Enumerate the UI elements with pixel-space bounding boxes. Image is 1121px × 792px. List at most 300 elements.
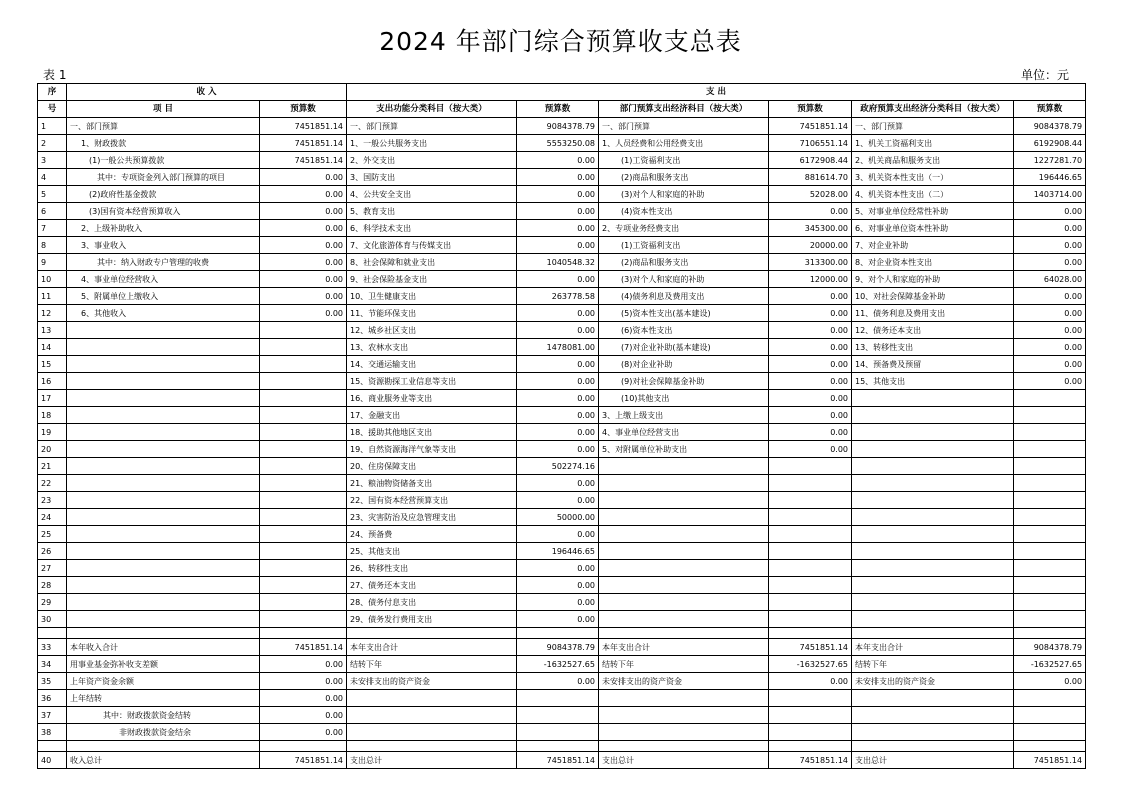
income-item-cell — [67, 577, 260, 594]
income-value-cell: 0.00 — [260, 254, 347, 271]
dept-value-cell: 881614.70 — [769, 169, 852, 186]
gov-value-cell — [1014, 724, 1086, 741]
func-item-cell: 11、节能环保支出 — [347, 305, 517, 322]
table-row — [38, 373, 1086, 390]
gov-value-cell — [1014, 707, 1086, 724]
func-item-cell — [347, 724, 517, 741]
func-item-cell: 19、自然资源海洋气象等支出 — [347, 441, 517, 458]
func-value-cell: 0.00 — [517, 220, 599, 237]
dept-item-cell: (2)商品和服务支出 — [599, 254, 769, 271]
income-item-cell — [67, 560, 260, 577]
income-item-cell — [67, 458, 260, 475]
income-value-cell — [260, 611, 347, 628]
dept-item-cell: 2、专项业务经费支出 — [599, 220, 769, 237]
income-value-cell — [260, 424, 347, 441]
income-value-cell — [260, 492, 347, 509]
dept-item-cell: (9)对社会保障基金补助 — [599, 373, 769, 390]
income-item-cell: 3、事业收入 — [67, 237, 260, 254]
income-value-cell — [260, 390, 347, 407]
gov-value-cell: 6192908.44 — [1014, 135, 1086, 152]
func-item-cell: 支出总计 — [347, 752, 517, 769]
income-value-cell — [260, 339, 347, 356]
budget-table — [37, 83, 1086, 769]
gov-value-cell: 64028.00 — [1014, 271, 1086, 288]
func-value-cell — [517, 707, 599, 724]
gov-value-cell — [1014, 441, 1086, 458]
income-value-cell — [260, 543, 347, 560]
dept-value-cell: 0.00 — [769, 441, 852, 458]
gov-item-cell: 本年支出合计 — [852, 639, 1014, 656]
dept-value-cell: 0.00 — [769, 356, 852, 373]
dept-value-cell — [769, 577, 852, 594]
table-row — [38, 118, 1086, 135]
dept-item-cell — [599, 543, 769, 560]
gov-value-cell — [1014, 509, 1086, 526]
seq-cell: 38 — [38, 724, 67, 741]
dept-item-cell — [599, 594, 769, 611]
gov-item-cell: 11、债务利息及费用支出 — [852, 305, 1014, 322]
income-value-cell — [260, 560, 347, 577]
dept-value-cell: 345300.00 — [769, 220, 852, 237]
gov-item-cell: 3、机关资本性支出（一） — [852, 169, 1014, 186]
income-item-cell: (1)一般公共预算拨款 — [67, 152, 260, 169]
func-item-cell: 13、农林水支出 — [347, 339, 517, 356]
gov-item-cell: 4、机关资本性支出（二） — [852, 186, 1014, 203]
dept-item-cell — [599, 458, 769, 475]
gov-item-cell: 5、对事业单位经常性补助 — [852, 203, 1014, 220]
gov-item-cell: 2、机关商品和服务支出 — [852, 152, 1014, 169]
func-item-cell: 12、城乡社区支出 — [347, 322, 517, 339]
income-item-cell — [67, 543, 260, 560]
dept-value-cell — [769, 543, 852, 560]
seq-cell: 28 — [38, 577, 67, 594]
gov-value-cell: 0.00 — [1014, 373, 1086, 390]
dept-value-cell: 7451851.14 — [769, 639, 852, 656]
dept-value-cell — [769, 594, 852, 611]
gov-item-cell — [852, 560, 1014, 577]
gov-item-cell: 未安排支出的资产资金 — [852, 673, 1014, 690]
func-item-cell: 16、商业服务业等支出 — [347, 390, 517, 407]
gov-item-cell — [852, 458, 1014, 475]
income-item-cell — [67, 594, 260, 611]
func-value-cell: 0.00 — [517, 169, 599, 186]
gov-value-cell — [1014, 594, 1086, 611]
gov-value-cell: 196446.65 — [1014, 169, 1086, 186]
func-item-cell: 15、资源勘探工业信息等支出 — [347, 373, 517, 390]
income-item-cell: 用事业基金弥补收支差额 — [67, 656, 260, 673]
func-class-header: 支出功能分类科目（按大类） — [347, 101, 517, 118]
dept-item-cell: (8)对企业补助 — [599, 356, 769, 373]
gov-item-cell: 7、对企业补助 — [852, 237, 1014, 254]
func-item-cell: 6、科学技术支出 — [347, 220, 517, 237]
func-value-cell: 0.00 — [517, 305, 599, 322]
income-item-cell — [67, 407, 260, 424]
income-value-cell: 7451851.14 — [260, 639, 347, 656]
func-item-cell: 24、预备费 — [347, 526, 517, 543]
income-value-cell: 0.00 — [260, 305, 347, 322]
dept-value-cell: -1632527.65 — [769, 656, 852, 673]
func-value-cell: 1478081.00 — [517, 339, 599, 356]
income-value-cell — [260, 526, 347, 543]
table-row — [38, 752, 1086, 769]
dept-item-cell: (4)债务利息及费用支出 — [599, 288, 769, 305]
dept-item-cell: 一、部门预算 — [599, 118, 769, 135]
dept-item-cell: (4)资本性支出 — [599, 203, 769, 220]
gov-item-cell — [852, 690, 1014, 707]
func-value-cell: 0.00 — [517, 611, 599, 628]
dept-value-cell — [769, 611, 852, 628]
func-item-cell — [347, 707, 517, 724]
gov-econ-header: 政府预算支出经济分类科目（按大类） — [852, 101, 1014, 118]
func-value-cell: 196446.65 — [517, 543, 599, 560]
dept-value-cell — [769, 492, 852, 509]
income-item-cell: 2、上级补助收入 — [67, 220, 260, 237]
gov-item-cell — [852, 543, 1014, 560]
table-row — [38, 135, 1086, 152]
income-value-cell: 0.00 — [260, 169, 347, 186]
table-row — [38, 322, 1086, 339]
func-value-cell: 0.00 — [517, 186, 599, 203]
gov-item-cell: 13、转移性支出 — [852, 339, 1014, 356]
dept-item-cell — [599, 560, 769, 577]
func-value-cell: 0.00 — [517, 203, 599, 220]
func-item-cell: 23、灾害防治及应急管理支出 — [347, 509, 517, 526]
dept-value-cell — [769, 690, 852, 707]
dept-value-cell: 0.00 — [769, 390, 852, 407]
income-item-cell — [67, 373, 260, 390]
gov-value-cell: 0.00 — [1014, 356, 1086, 373]
income-value-cell: 7451851.14 — [260, 152, 347, 169]
seq-cell: 4 — [38, 169, 67, 186]
table-row — [38, 526, 1086, 543]
income-item-cell: 1、财政拨款 — [67, 135, 260, 152]
unit-label: 单位：元 — [1020, 68, 1069, 82]
gov-item-cell — [852, 390, 1014, 407]
dept-value-cell: 0.00 — [769, 373, 852, 390]
gov-item-cell — [852, 526, 1014, 543]
income-item-cell: 5、附属单位上缴收入 — [67, 288, 260, 305]
income-item-cell — [67, 339, 260, 356]
dept-item-cell — [599, 577, 769, 594]
func-item-cell: 26、转移性支出 — [347, 560, 517, 577]
dept-item-cell — [599, 492, 769, 509]
func-item-cell: 10、卫生健康支出 — [347, 288, 517, 305]
income-item-cell: 非财政拨款资金结余 — [67, 724, 260, 741]
table-row — [38, 690, 1086, 707]
func-item-cell: 3、国防支出 — [347, 169, 517, 186]
seq-cell: 24 — [38, 509, 67, 526]
dept-econ-header: 部门预算支出经济科目（按大类） — [599, 101, 769, 118]
dept-value-cell — [769, 707, 852, 724]
gov-value-cell: 0.00 — [1014, 288, 1086, 305]
gov-value-cell — [1014, 390, 1086, 407]
dept-value-cell: 0.00 — [769, 322, 852, 339]
func-value-cell: 0.00 — [517, 271, 599, 288]
dept-item-cell: (5)资本性支出(基本建设) — [599, 305, 769, 322]
header-row-2 — [38, 101, 1086, 118]
gov-item-cell — [852, 475, 1014, 492]
dept-item-cell — [599, 475, 769, 492]
income-value-cell: 0.00 — [260, 203, 347, 220]
gov-value-cell — [1014, 577, 1086, 594]
income-item-cell — [67, 509, 260, 526]
table-row — [38, 492, 1086, 509]
gov-item-cell — [852, 407, 1014, 424]
dept-value-cell: 0.00 — [769, 673, 852, 690]
table-row — [38, 441, 1086, 458]
table-row — [38, 594, 1086, 611]
gov-value-cell — [1014, 492, 1086, 509]
income-item-cell: (2)政府性基金拨款 — [67, 186, 260, 203]
seq-header-bottom: 号 — [38, 101, 67, 118]
gap-2 — [38, 741, 1086, 752]
page-title: 2024 年部门综合预算收支总表 — [379, 27, 742, 56]
income-item-cell: 上年资产资金余额 — [67, 673, 260, 690]
dept-item-cell: 1、人员经费和公用经费支出 — [599, 135, 769, 152]
gov-value-cell: 0.00 — [1014, 305, 1086, 322]
gov-value-cell — [1014, 407, 1086, 424]
func-value-cell: 0.00 — [517, 390, 599, 407]
table-row — [38, 656, 1086, 673]
seq-cell: 15 — [38, 356, 67, 373]
header-row-1 — [38, 84, 1086, 101]
gov-item-cell: 10、对社会保障基金补助 — [852, 288, 1014, 305]
func-item-cell: 2、外交支出 — [347, 152, 517, 169]
income-item-cell — [67, 356, 260, 373]
item-header: 项 目 — [67, 101, 260, 118]
table-row — [38, 152, 1086, 169]
gap-1 — [38, 628, 1086, 639]
income-value-cell: 0.00 — [260, 690, 347, 707]
income-value-cell — [260, 441, 347, 458]
seq-cell: 9 — [38, 254, 67, 271]
total-rows — [38, 752, 1086, 769]
func-value-cell: 0.00 — [517, 373, 599, 390]
gov-value-cell — [1014, 424, 1086, 441]
seq-cell: 12 — [38, 305, 67, 322]
dept-item-cell — [599, 707, 769, 724]
table-row — [38, 169, 1086, 186]
income-value-cell — [260, 458, 347, 475]
table-row — [38, 288, 1086, 305]
func-value-cell: 0.00 — [517, 407, 599, 424]
dept-value-cell: 0.00 — [769, 339, 852, 356]
func-value-cell: 1040548.32 — [517, 254, 599, 271]
func-item-cell: 9、社会保险基金支出 — [347, 271, 517, 288]
table-row — [38, 577, 1086, 594]
seq-cell: 18 — [38, 407, 67, 424]
seq-cell: 40 — [38, 752, 67, 769]
gov-item-cell — [852, 611, 1014, 628]
func-value-cell: 0.00 — [517, 424, 599, 441]
dept-item-cell — [599, 724, 769, 741]
func-value-cell: 263778.58 — [517, 288, 599, 305]
table-number: 表 1 — [43, 68, 67, 82]
seq-cell: 14 — [38, 339, 67, 356]
gov-value-cell: -1632527.65 — [1014, 656, 1086, 673]
dept-item-cell: (3)对个人和家庭的补助 — [599, 271, 769, 288]
table-row — [38, 203, 1086, 220]
table-row — [38, 458, 1086, 475]
seq-header-top: 序 — [38, 84, 67, 101]
table-row — [38, 611, 1086, 628]
func-item-cell: 1、一般公共服务支出 — [347, 135, 517, 152]
dept-item-cell: (2)商品和服务支出 — [599, 169, 769, 186]
func-value-cell: 0.00 — [517, 594, 599, 611]
func-item-cell: 29、债务发行费用支出 — [347, 611, 517, 628]
income-item-cell — [67, 424, 260, 441]
income-value-cell — [260, 322, 347, 339]
dept-value-cell: 20000.00 — [769, 237, 852, 254]
income-value-cell — [260, 475, 347, 492]
table-row — [38, 475, 1086, 492]
income-value-cell: 0.00 — [260, 220, 347, 237]
func-item-cell: 本年支出合计 — [347, 639, 517, 656]
func-item-cell: 21、粮油物资储备支出 — [347, 475, 517, 492]
income-item-cell: 本年收入合计 — [67, 639, 260, 656]
func-value-cell — [517, 724, 599, 741]
seq-cell: 2 — [38, 135, 67, 152]
dept-item-cell: 5、对附属单位补助支出 — [599, 441, 769, 458]
seq-cell: 35 — [38, 673, 67, 690]
seq-cell: 8 — [38, 237, 67, 254]
income-value-cell — [260, 509, 347, 526]
func-value-cell: 0.00 — [517, 475, 599, 492]
dept-item-cell: 本年支出合计 — [599, 639, 769, 656]
income-value-cell: 0.00 — [260, 656, 347, 673]
gov-item-cell: 12、债务还本支出 — [852, 322, 1014, 339]
gov-item-cell: 6、对事业单位资本性补助 — [852, 220, 1014, 237]
gov-value-cell — [1014, 543, 1086, 560]
func-item-cell: 14、交通运输支出 — [347, 356, 517, 373]
seq-cell: 36 — [38, 690, 67, 707]
func-value-cell: 50000.00 — [517, 509, 599, 526]
gov-value-cell — [1014, 475, 1086, 492]
income-item-cell: 上年结转 — [67, 690, 260, 707]
gov-item-cell: 一、部门预算 — [852, 118, 1014, 135]
income-value-cell — [260, 594, 347, 611]
income-value-cell: 7451851.14 — [260, 752, 347, 769]
table-row — [38, 237, 1086, 254]
income-item-cell: 收入总计 — [67, 752, 260, 769]
income-item-cell — [67, 322, 260, 339]
seq-cell: 34 — [38, 656, 67, 673]
dept-value-cell: 7451851.14 — [769, 752, 852, 769]
gov-value-cell: 0.00 — [1014, 203, 1086, 220]
table-row — [38, 254, 1086, 271]
dept-value-cell — [769, 560, 852, 577]
func-budget-header: 预算数 — [517, 101, 599, 118]
gov-value-cell: 0.00 — [1014, 220, 1086, 237]
func-item-cell: 20、住房保障支出 — [347, 458, 517, 475]
income-value-cell: 0.00 — [260, 271, 347, 288]
dept-item-cell: (1)工资福利支出 — [599, 237, 769, 254]
seq-cell: 25 — [38, 526, 67, 543]
dept-value-cell: 7106551.14 — [769, 135, 852, 152]
dept-value-cell: 0.00 — [769, 203, 852, 220]
func-value-cell: 9084378.79 — [517, 639, 599, 656]
seq-cell: 17 — [38, 390, 67, 407]
seq-cell: 29 — [38, 594, 67, 611]
seq-cell: 11 — [38, 288, 67, 305]
dept-item-cell: (1)工资福利支出 — [599, 152, 769, 169]
dept-item-cell — [599, 690, 769, 707]
seq-cell: 3 — [38, 152, 67, 169]
func-value-cell: 0.00 — [517, 356, 599, 373]
func-item-cell — [347, 690, 517, 707]
func-value-cell: 5553250.08 — [517, 135, 599, 152]
income-item-cell: 其中：财政拨款资金结转 — [67, 707, 260, 724]
income-value-cell: 0.00 — [260, 288, 347, 305]
func-item-cell: 7、文化旅游体育与传媒支出 — [347, 237, 517, 254]
seq-cell: 33 — [38, 639, 67, 656]
table-row — [38, 305, 1086, 322]
table-row — [38, 390, 1086, 407]
table-row — [38, 424, 1086, 441]
income-value-cell — [260, 577, 347, 594]
income-item-cell — [67, 492, 260, 509]
dept-value-cell: 0.00 — [769, 288, 852, 305]
seq-cell: 16 — [38, 373, 67, 390]
func-value-cell: 0.00 — [517, 152, 599, 169]
income-value-cell: 0.00 — [260, 186, 347, 203]
income-item-cell: 其中：纳入财政专户管理的收费 — [67, 254, 260, 271]
func-value-cell: 0.00 — [517, 673, 599, 690]
table-row — [38, 407, 1086, 424]
table-row — [38, 339, 1086, 356]
seq-cell: 30 — [38, 611, 67, 628]
func-item-cell: 未安排支出的资产资金 — [347, 673, 517, 690]
func-item-cell: 18、援助其他地区支出 — [347, 424, 517, 441]
income-item-cell: 6、其他收入 — [67, 305, 260, 322]
income-value-cell — [260, 373, 347, 390]
gov-value-cell: 0.00 — [1014, 254, 1086, 271]
func-item-cell: 4、公共安全支出 — [347, 186, 517, 203]
func-value-cell: 0.00 — [517, 577, 599, 594]
func-value-cell: 0.00 — [517, 560, 599, 577]
dept-value-cell: 0.00 — [769, 305, 852, 322]
income-item-cell: 4、事业单位经营收入 — [67, 271, 260, 288]
dept-value-cell: 313300.00 — [769, 254, 852, 271]
dept-item-cell: (7)对企业补助(基本建设) — [599, 339, 769, 356]
dept-item-cell — [599, 509, 769, 526]
seq-cell: 21 — [38, 458, 67, 475]
summary-rows — [38, 639, 1086, 741]
income-value-cell: 0.00 — [260, 237, 347, 254]
gov-item-cell: 14、预备费及预留 — [852, 356, 1014, 373]
income-item-cell: 其中：专项资金列入部门预算的项目 — [67, 169, 260, 186]
income-value-cell — [260, 407, 347, 424]
income-item-cell — [67, 526, 260, 543]
gov-value-cell: 0.00 — [1014, 237, 1086, 254]
gov-value-cell: 9084378.79 — [1014, 639, 1086, 656]
dept-value-cell — [769, 475, 852, 492]
func-value-cell: 502274.16 — [517, 458, 599, 475]
func-value-cell: 0.00 — [517, 441, 599, 458]
seq-cell: 19 — [38, 424, 67, 441]
main-rows — [38, 118, 1086, 628]
dept-value-cell — [769, 458, 852, 475]
gov-value-cell: 1227281.70 — [1014, 152, 1086, 169]
seq-cell: 5 — [38, 186, 67, 203]
income-item-cell — [67, 441, 260, 458]
dept-value-cell — [769, 509, 852, 526]
func-value-cell: -1632527.65 — [517, 656, 599, 673]
table-row — [38, 271, 1086, 288]
gov-value-cell — [1014, 690, 1086, 707]
gov-item-cell — [852, 577, 1014, 594]
dept-item-cell: (3)对个人和家庭的补助 — [599, 186, 769, 203]
